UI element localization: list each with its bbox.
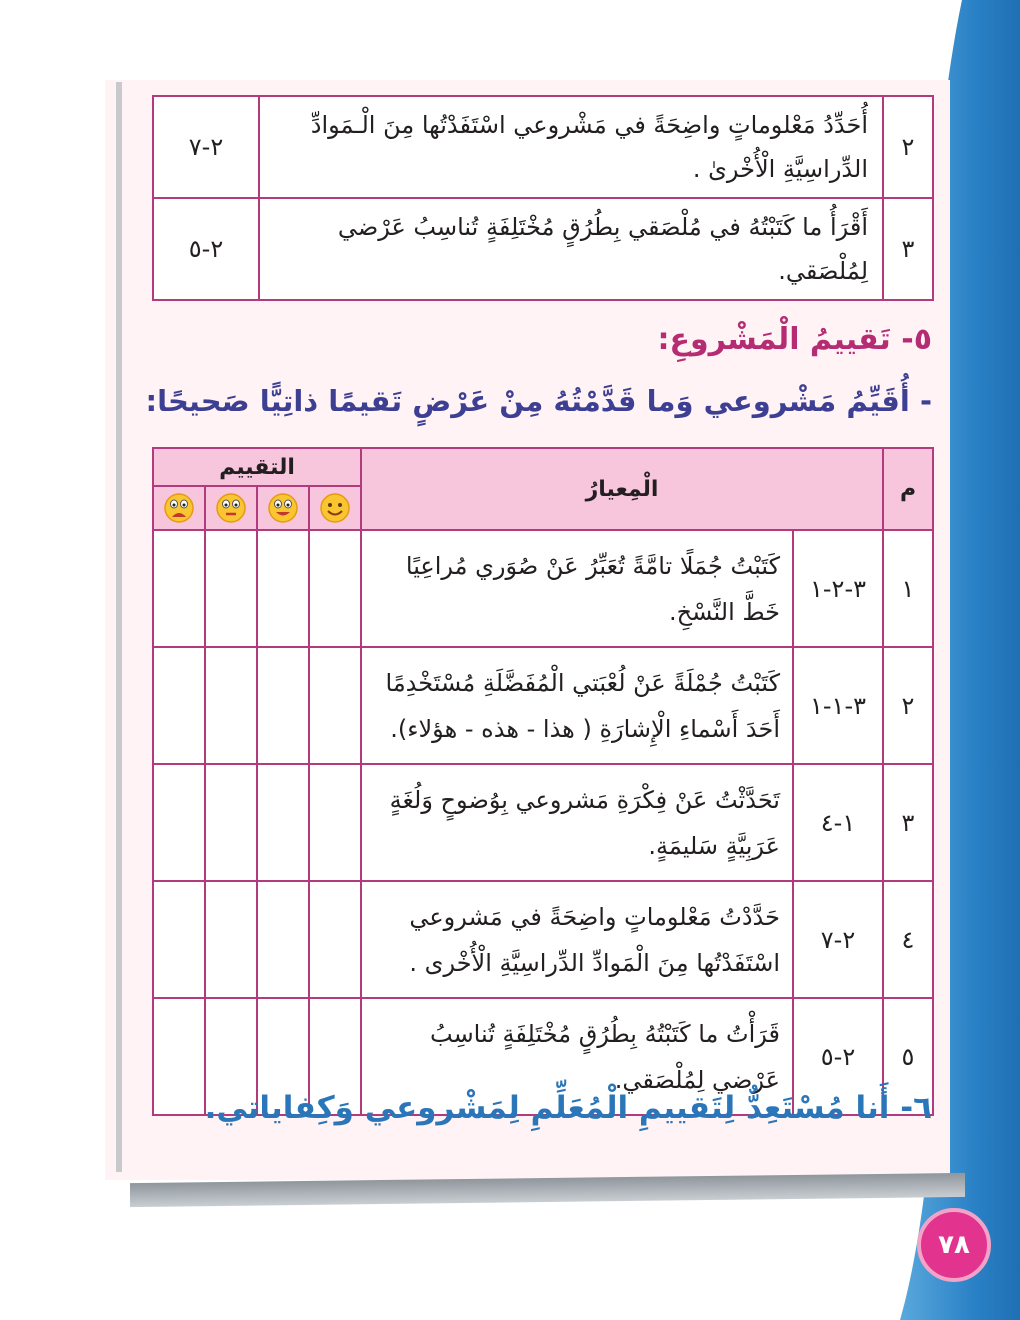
self-evaluation-table xyxy=(152,447,934,1116)
rating-cell[interactable] xyxy=(309,530,361,647)
rating-cell[interactable] xyxy=(257,647,309,764)
row-code: ٣-١-١ xyxy=(793,647,883,764)
table-row xyxy=(153,764,933,881)
table-header-row xyxy=(153,448,933,486)
rating-header: التقييم xyxy=(153,448,361,486)
section-5-subtitle: - أُقَيِّمُ مَشْروعي وَما قَدَّمْتُهُ مِنْ عَرْضٍ تَقيمًا ذاتِيًّا صَحيحًا: xyxy=(145,384,932,418)
rating-cell[interactable] xyxy=(257,530,309,647)
happy-face-icon xyxy=(309,486,361,530)
criterion-header: الْمِعيارُ xyxy=(361,448,883,530)
section-5-title: ٥- تَقييمُ الْمَشْروعِ: xyxy=(657,322,932,357)
index-header: م xyxy=(883,448,933,530)
row-code: ٢-٥ xyxy=(153,198,259,300)
rating-cell[interactable] xyxy=(205,764,257,881)
row-text: قَرَأْتُ ما كَتَبْتُهُ بِطُرُقٍ مُخْتَلِفَةٍ تُناسِبُ عَرْضي لِمُلْصَقي. xyxy=(361,998,793,1115)
rating-cell[interactable] xyxy=(153,881,205,998)
row-code: ١-٤ xyxy=(793,764,883,881)
rating-cell[interactable] xyxy=(205,530,257,647)
rating-cell[interactable] xyxy=(205,881,257,998)
smiling-face-icon xyxy=(257,486,309,530)
rating-cell[interactable] xyxy=(257,764,309,881)
section-6-title: ٦- أَنا مُسْتَعِدٌّ لِتَقييمِ الْمُعَلِّمِ لِمَشْروعي وَكِفاياتي. xyxy=(204,1090,932,1126)
row-number: ٥ xyxy=(883,998,933,1115)
rating-cell[interactable] xyxy=(309,881,361,998)
row-text: كَتَبْتُ جُمْلَةً عَنْ لُعْبَتي الْمُفَضَّلَةِ مُسْتَخْدِمًا أَحَدَ أَسْماءِ الْإِشارَةِ ( هذا - هذه - هؤلاء). xyxy=(361,647,793,764)
row-number: ٢ xyxy=(883,647,933,764)
paper-edge xyxy=(116,82,122,1172)
rating-cell[interactable] xyxy=(153,998,205,1115)
table-row xyxy=(153,881,933,998)
table-row xyxy=(153,198,933,300)
row-code: ٢-٥ xyxy=(793,998,883,1115)
row-number: ٢ xyxy=(883,96,933,198)
outcomes-table xyxy=(152,95,934,301)
rating-cell[interactable] xyxy=(153,647,205,764)
row-number: ١ xyxy=(883,530,933,647)
row-code: ٢-٧ xyxy=(153,96,259,198)
rating-cell[interactable] xyxy=(205,647,257,764)
row-text: أُحَدِّدُ مَعْلوماتٍ واضِحَةً في مَشْروعي اسْتَفَدْتُها مِنَ الْـمَوادِّ الدِّراسِيَّةِ الْأُخْرىٰ . xyxy=(259,96,883,198)
rating-cell[interactable] xyxy=(309,764,361,881)
row-text: أَقْرَأُ ما كَتَبْتُهُ في مُلْصَقي بِطُرُقٍ مُخْتَلِفَةٍ تُناسِبُ عَرْضي لِمُلْصَقي. xyxy=(259,198,883,300)
table-row xyxy=(153,647,933,764)
rating-cell[interactable] xyxy=(257,881,309,998)
row-number: ٤ xyxy=(883,881,933,998)
neutral-face-icon xyxy=(205,486,257,530)
row-code: ٣-٢-١ xyxy=(793,530,883,647)
row-text: تَحَدَّثْتُ عَنْ فِكْرَةِ مَشروعي بِوُضوحٍ وَلُغَةٍ عَرَبِيَّةٍ سَليمَةٍ. xyxy=(361,764,793,881)
rating-cell[interactable] xyxy=(309,647,361,764)
rating-cell[interactable] xyxy=(153,764,205,881)
table-row xyxy=(153,96,933,198)
row-number: ٣ xyxy=(883,198,933,300)
rating-cell[interactable] xyxy=(153,530,205,647)
row-text: حَدَّدْتُ مَعْلوماتٍ واضِحَةً في مَشروعي اسْتَفَدْتُها مِنَ الْمَوادِّ الدِّراسِيَّةِ الْأُخْرى . xyxy=(361,881,793,998)
page-number: ٧٨ xyxy=(917,1208,991,1282)
row-code: ٢-٧ xyxy=(793,881,883,998)
table-row xyxy=(153,530,933,647)
sad-face-icon xyxy=(153,486,205,530)
row-number: ٣ xyxy=(883,764,933,881)
row-text: كَتَبْتُ جُمَلًا تامَّةً تُعَبِّرُ عَنْ صُوَري مُراعِيًا خَطَّ النَّسْخِ. xyxy=(361,530,793,647)
